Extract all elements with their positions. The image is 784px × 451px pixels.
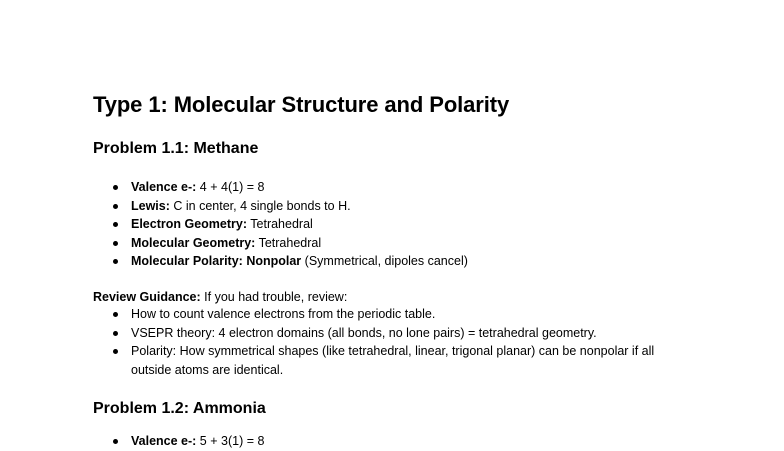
review-guidance-label: Review Guidance: <box>93 290 201 304</box>
problem-1-1-heading: Problem 1.1: Methane <box>93 140 259 157</box>
item-value: Nonpolar <box>242 254 302 269</box>
item-label: Valence e-: <box>131 180 197 194</box>
list-item <box>0 432 264 451</box>
review-guidance-list <box>0 305 671 379</box>
list-item <box>0 252 468 271</box>
list-item <box>0 215 468 234</box>
item-label: Lewis: <box>131 198 170 213</box>
item-text: (Symmetrical, dipoles cancel) <box>301 254 468 269</box>
item-label: Valence e-: <box>131 434 197 448</box>
list-item: How to count valence electrons from the periodic table. <box>0 305 671 324</box>
page-title: Type 1: Molecular Structure and Polarity <box>93 92 510 117</box>
list-item: Polarity: How symmetrical shapes (like tetrahedral, linear, trigonal planar) can be nonpolar if all outside atoms are identical. <box>0 342 671 379</box>
item-text: 4 + 4(1) = 8 <box>196 180 265 194</box>
item-text: 5 + 3(1) = 8 <box>196 434 265 448</box>
review-guidance-text: If you had trouble, review: <box>200 290 348 304</box>
item-text: C in center, 4 single bonds to H. <box>169 198 351 213</box>
list-item: VSEPR theory: 4 electron domains (all bonds, no lone pairs) = tetrahedral geometry. <box>0 324 671 343</box>
list-item <box>0 178 468 197</box>
item-label: Molecular Polarity: <box>131 254 243 269</box>
item-text: Tetrahedral <box>255 235 322 250</box>
item-label: Molecular Geometry: <box>131 235 256 250</box>
review-guidance <box>93 289 347 305</box>
problem-1-2-heading: Problem 1.2: Ammonia <box>93 400 266 417</box>
item-text: Tetrahedral <box>247 217 313 232</box>
problem-1-1-answer-list <box>0 178 468 271</box>
item-label: Electron Geometry: <box>131 217 248 232</box>
problem-1-2-answer-list <box>0 432 264 451</box>
list-item <box>0 234 468 253</box>
list-item <box>0 197 468 216</box>
